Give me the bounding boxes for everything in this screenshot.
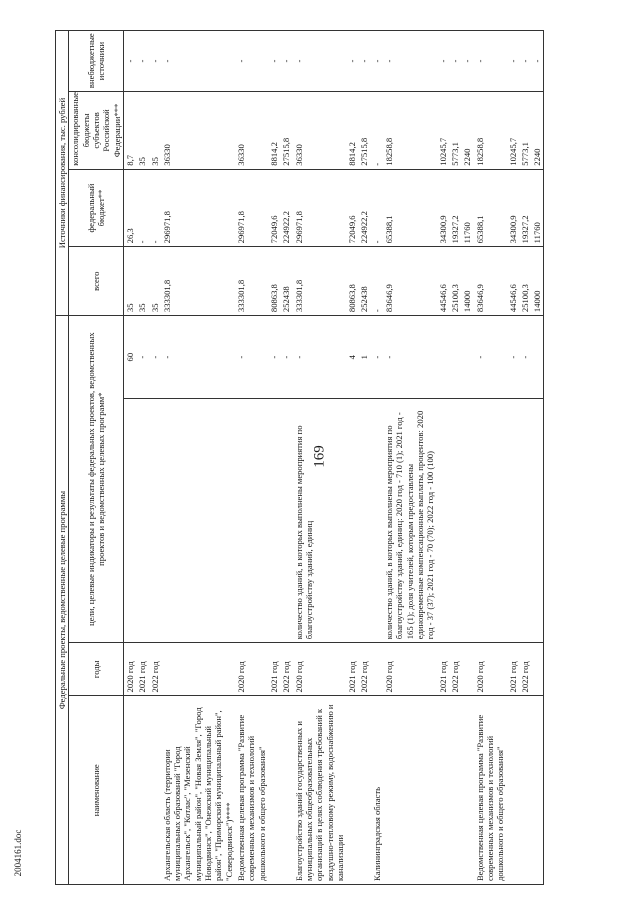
cell-indicator-value (449, 316, 461, 399)
col-header-name: наименование (69, 696, 124, 885)
rotated-table-page (55, 30, 615, 885)
table-row (519, 31, 531, 885)
cell-total: 25100,3 (519, 247, 531, 316)
cell-year: 2021 год (268, 643, 280, 696)
cell-indicator (507, 399, 519, 643)
header-group-title: Федеральные проекты, ведомственные целевые программы (56, 316, 69, 885)
cell-indicator (449, 399, 461, 643)
cell-federal: 65388,1 (474, 169, 507, 247)
cell-total: 35 (123, 247, 136, 316)
cell-extrabudget: - (358, 31, 370, 92)
cell-consolidated: 18258,8 (474, 92, 507, 170)
cell-federal: 11760 (531, 169, 544, 247)
cell-name (519, 696, 531, 885)
cell-year: 2020 год (235, 643, 268, 696)
table-row (149, 31, 161, 885)
cell-federal: 19327,2 (449, 169, 461, 247)
cell-extrabudget: - (346, 31, 358, 92)
table-row (293, 31, 347, 885)
table-body (123, 31, 544, 885)
table-row (123, 31, 136, 885)
cell-total: 80863,8 (346, 247, 358, 316)
cell-extrabudget: - (149, 31, 161, 92)
table-row (383, 31, 437, 885)
cell-federal: 34300,9 (507, 169, 519, 247)
cell-name: Ведомственная целевая программа "Развитие современных механизмов и технологий дошкольного и общего образования" (474, 696, 507, 885)
cell-federal: 72049,6 (346, 169, 358, 247)
cell-extrabudget: - (280, 31, 292, 92)
cell-indicator-value: 60 (123, 316, 136, 399)
cell-total: 14000 (531, 247, 544, 316)
cell-extrabudget: - (531, 31, 544, 92)
cell-federal: - (371, 169, 383, 247)
table-row (280, 31, 292, 885)
cell-consolidated: 27515,8 (358, 92, 370, 170)
financing-table (55, 30, 544, 885)
cell-year (531, 643, 544, 696)
cell-year: 2022 год (280, 643, 292, 696)
cell-indicator (531, 399, 544, 643)
table-row (461, 31, 473, 885)
cell-federal: 224922,2 (280, 169, 292, 247)
cell-indicator-value: - (136, 316, 148, 399)
cell-total: 44546,6 (437, 247, 449, 316)
cell-consolidated: 18258,8 (383, 92, 437, 170)
cell-name: Благоустройство зданий государственных и муниципальных общеобразовательных организаций в целях соблюдения требований к воздушно-тепловому режиму, водоснабжению и канализации (293, 696, 347, 885)
cell-indicator (161, 399, 235, 643)
cell-total: 83646,9 (474, 247, 507, 316)
cell-indicator-value: - (474, 316, 507, 399)
cell-extrabudget: - (449, 31, 461, 92)
cell-extrabudget: - (474, 31, 507, 92)
cell-indicator-value: 4 (346, 316, 358, 399)
cell-extrabudget: - (371, 31, 383, 92)
table-row (371, 31, 383, 885)
cell-name (346, 696, 358, 885)
table-row (235, 31, 268, 885)
col-header-total: всего (69, 247, 124, 316)
cell-federal: 296971,8 (235, 169, 268, 247)
table-row (507, 31, 519, 885)
cell-federal: 224922,2 (358, 169, 370, 247)
col-header-extrabudget: внебюджетные источники (69, 31, 124, 92)
cell-year: 2022 год (449, 643, 461, 696)
table-row (161, 31, 235, 885)
cell-indicator-value: - (371, 316, 383, 399)
cell-name: Архангельская область (территории муниципальных образований "Город Архангельск", "Котлас", "Мезенский муниципальный район", "Новая Земля", "Город Новодвинск", "Онежский муниципальный район", "Приморский муниципальный район", "Северодвинск")**** (161, 696, 235, 885)
table-row (437, 31, 449, 885)
cell-extrabudget: - (519, 31, 531, 92)
cell-year: 2021 год (136, 643, 148, 696)
cell-indicator (268, 399, 280, 643)
cell-consolidated: 27515,8 (280, 92, 292, 170)
cell-total: 252438 (280, 247, 292, 316)
cell-federal: 19327,2 (519, 169, 531, 247)
cell-year: 2022 год (519, 643, 531, 696)
cell-name (268, 696, 280, 885)
cell-indicator-value: - (268, 316, 280, 399)
cell-indicator-value (461, 316, 473, 399)
cell-indicator-value: - (280, 316, 292, 399)
table-row (474, 31, 507, 885)
cell-year: 2020 год (474, 643, 507, 696)
cell-year: 2022 год (149, 643, 161, 696)
cell-extrabudget: - (268, 31, 280, 92)
cell-consolidated: 35 (136, 92, 148, 170)
col-header-consolidated: консолидированные бюджеты субъектов Российской Федерации*** (69, 92, 124, 170)
cell-consolidated: - (371, 92, 383, 170)
col-header-indicators: цели, целевые индикаторы и результаты федеральных проектов, ведомственных проектов и ведомственных целевых программ* (69, 316, 124, 643)
cell-name (449, 696, 461, 885)
cell-name (136, 696, 148, 885)
cell-extrabudget: - (235, 31, 268, 92)
cell-federal: - (136, 169, 148, 247)
cell-total: 25100,3 (449, 247, 461, 316)
table-row (358, 31, 370, 885)
cell-consolidated: 5773,1 (519, 92, 531, 170)
cell-federal: 34300,9 (437, 169, 449, 247)
cell-consolidated: 10245,7 (437, 92, 449, 170)
cell-consolidated: 8,7 (123, 92, 136, 170)
cell-federal: 26,3 (123, 169, 136, 247)
cell-indicator-value (437, 316, 449, 399)
cell-indicator-value: - (383, 316, 437, 399)
cell-indicator (519, 399, 531, 643)
cell-total: 35 (136, 247, 148, 316)
cell-federal: 296971,8 (293, 169, 347, 247)
cell-extrabudget: - (461, 31, 473, 92)
cell-consolidated: 36330 (235, 92, 268, 170)
cell-indicator-value: - (161, 316, 235, 399)
table-row (136, 31, 148, 885)
cell-indicator-value: - (519, 316, 531, 399)
page-number: 169 (311, 445, 328, 468)
cell-name (437, 696, 449, 885)
cell-indicator: количество зданий, в которых выполнены мероприятия по благоустройству зданий, единиц: 2020 год - 710 (1); 2021 год - 165 (1); доля учителей, которым предоставлены единовременные компенсационные выплаты, процентов: 2020 год - 37 (37); 2021 год - 70 (70); 2022 год - 100 (100) (383, 399, 437, 643)
cell-total: 252438 (358, 247, 370, 316)
cell-indicator (437, 399, 449, 643)
cell-indicator (136, 399, 148, 643)
cell-federal: 72049,6 (268, 169, 280, 247)
cell-total: 333301,8 (293, 247, 347, 316)
cell-indicator (149, 399, 161, 643)
cell-consolidated: 10245,7 (507, 92, 519, 170)
cell-indicator (346, 399, 358, 643)
cell-consolidated: 35 (149, 92, 161, 170)
cell-year (161, 643, 235, 696)
cell-year: 2020 год (123, 643, 136, 696)
cell-indicator-value: - (149, 316, 161, 399)
cell-extrabudget: - (507, 31, 519, 92)
cell-total: 83646,9 (383, 247, 437, 316)
cell-name (383, 696, 437, 885)
cell-year: 2021 год (346, 643, 358, 696)
cell-total: 80863,8 (268, 247, 280, 316)
cell-federal: 296971,8 (161, 169, 235, 247)
cell-extrabudget: - (293, 31, 347, 92)
cell-consolidated: 5773,1 (449, 92, 461, 170)
cell-indicator-value: - (293, 316, 347, 399)
cell-indicator (123, 399, 136, 643)
cell-year: 2022 год (358, 643, 370, 696)
cell-name: Калининградская область (371, 696, 383, 885)
table-row (449, 31, 461, 885)
cell-indicator (358, 399, 370, 643)
cell-indicator (474, 399, 507, 643)
cell-federal: 65388,1 (383, 169, 437, 247)
col-header-federal: федеральный бюджет** (69, 169, 124, 247)
cell-indicator: количество зданий, в которых выполнены мероприятия по благоустройству зданий, единиц (293, 399, 347, 643)
cell-federal: - (149, 169, 161, 247)
cell-indicator (371, 399, 383, 643)
cell-indicator (461, 399, 473, 643)
cell-indicator (235, 399, 268, 643)
col-header-years: годы (69, 643, 124, 696)
header-financing-title: Источники финансирования, тыс. рублей (56, 31, 69, 316)
cell-name (149, 696, 161, 885)
cell-extrabudget: - (136, 31, 148, 92)
cell-extrabudget: - (161, 31, 235, 92)
cell-total: 44546,6 (507, 247, 519, 316)
cell-consolidated: 36330 (293, 92, 347, 170)
cell-indicator (280, 399, 292, 643)
cell-total: 35 (149, 247, 161, 316)
cell-year: 2020 год (293, 643, 347, 696)
cell-consolidated: 8814,2 (268, 92, 280, 170)
cell-year (461, 643, 473, 696)
cell-indicator-value: - (507, 316, 519, 399)
cell-consolidated: 2240 (531, 92, 544, 170)
cell-name (531, 696, 544, 885)
cell-year: 2021 год (507, 643, 519, 696)
cell-name (507, 696, 519, 885)
cell-consolidated: 8814,2 (346, 92, 358, 170)
cell-name (358, 696, 370, 885)
cell-name (280, 696, 292, 885)
cell-federal: 11760 (461, 169, 473, 247)
cell-name (461, 696, 473, 885)
cell-extrabudget: - (437, 31, 449, 92)
cell-total: - (371, 247, 383, 316)
cell-indicator-value (531, 316, 544, 399)
cell-name (123, 696, 136, 885)
cell-total: 333301,8 (235, 247, 268, 316)
cell-year (371, 643, 383, 696)
cell-indicator-value: - (235, 316, 268, 399)
cell-year: 2021 год (437, 643, 449, 696)
table-row (531, 31, 544, 885)
cell-extrabudget: - (123, 31, 136, 92)
document-id: 2004161.doc (13, 829, 23, 877)
cell-total: 333301,8 (161, 247, 235, 316)
table-row (268, 31, 280, 885)
cell-consolidated: 2240 (461, 92, 473, 170)
cell-extrabudget: - (383, 31, 437, 92)
table-row (346, 31, 358, 885)
cell-indicator-value: 1 (358, 316, 370, 399)
cell-consolidated: 36330 (161, 92, 235, 170)
cell-total: 14000 (461, 247, 473, 316)
cell-name: Ведомственная целевая программа "Развитие современных механизмов и технологий дошкольного и общего образования" (235, 696, 268, 885)
cell-year: 2020 год (383, 643, 437, 696)
